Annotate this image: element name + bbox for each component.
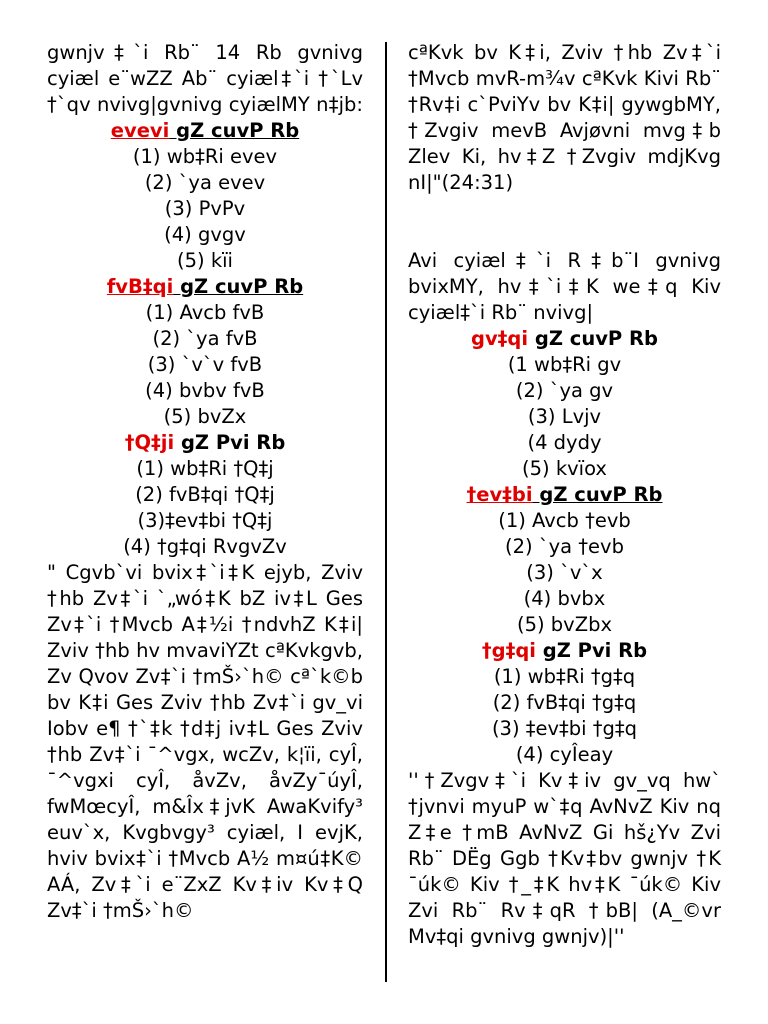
heading-keyword: †ev‡bi — [466, 483, 533, 506]
heading-keyword: fvB‡qi — [106, 275, 174, 298]
list-item: (2) `ya evev — [144, 171, 266, 194]
list-item: (3) ‡ev‡bi †g‡q — [491, 717, 638, 740]
list-item: (3) Lvjv — [527, 405, 602, 428]
heading-keyword: evevi — [110, 119, 170, 142]
list-item: (2) `ya fvB — [152, 327, 258, 350]
heading-keyword: †Q‡ji — [124, 431, 175, 454]
list-item: (3) PvPv — [164, 197, 246, 220]
intro-paragraph: gwnjv‡`i Rb¨ 14 Rb gvnivg cyiæl e¨wZZ Ab¨ cyiæl‡`i †`Lv †`qv nvivg|gvnivg cyiælMY n‡jb: — [47, 41, 363, 116]
left-column — [47, 40, 363, 924]
list-item: (3)‡ev‡bi †Q‡j — [137, 509, 273, 532]
heading-brother-group — [47, 274, 363, 300]
heading-mother-group — [408, 326, 721, 352]
list-item: (5) kïi — [177, 249, 233, 272]
list-item: (5) bvZx — [163, 405, 247, 428]
men-intro-paragraph: Avi cyiæl‡`i R‡b¨I gvnivg bvixMY, hv‡`i‡K we‡q Kiv cyiæl‡`i Rb¨ nvivg| — [408, 249, 721, 324]
heading-rest: gZ cuvP Rb — [528, 327, 658, 350]
list-item: (1) wb‡Ri †g‡q — [493, 665, 636, 688]
list-item: (5) kvïox — [522, 457, 607, 480]
list-item: (4) cyÎeay — [515, 743, 614, 766]
list-item: (4) gvgv — [164, 223, 246, 246]
column-divider — [385, 42, 387, 982]
heading-son-group — [47, 430, 363, 456]
heading-rest: gZ cuvP Rb — [169, 119, 300, 142]
list-item: (1 wb‡Ri gv — [507, 353, 622, 376]
heading-keyword: †g‡qi — [481, 639, 536, 662]
verse-paragraph: " Cgvb`vi bvix‡`i‡K ejyb, Zviv †hb Zv‡`i `„wó‡K bZ iv‡L Ges Zv‡`i †Mvcb A‡½i †ndvhZ K‡i| Zviv †hb hv mvaviYZt cªKvkgvb, Zv Qvov Zv‡`i †mŠ›`h© cª`k©b bv K‡i Ges Zviv †hb Zv‡`i gv_vi Iobv e¶ †`‡k †d‡j iv‡L Ges Zviv †hb Zv‡`i ¯^vgx, wcZv, k¦ïi, cyÎ, ¯^vgxi cyÎ, åvZv, åvZy¯úyÎ, fwMœcyÎ, m&Îx‡jvK AwaKvify³ euv`x, Kvgbvgy³ cyiæl, I evjK, hviv bvix‡`i †Mvcb A½ m¤ú‡K© AÁ, Zv‡`i e¨ZxZ Kv‡iv Kv‡Q Zv‡`i †mŠ›`h© — [47, 561, 363, 922]
heading-rest: gZ Pvi Rb — [535, 639, 648, 662]
list-item: (2) `ya †evb — [505, 535, 624, 558]
list-item: (2) fvB‡qi †Q‡j — [135, 483, 275, 506]
list-item: (1) wb‡Ri evev — [132, 145, 278, 168]
heading-rest: gZ cuvP Rb — [173, 275, 304, 298]
list-item: (4) bvbx — [523, 587, 606, 610]
list-item: (3) `v`x — [526, 561, 603, 584]
list-item: (2) `ya gv — [515, 379, 614, 402]
list-item: (1) Avcb fvB — [145, 301, 265, 324]
list-item: (4) †g‡qi RvgvZv — [123, 535, 287, 558]
list-item: (3) `v`v fvB — [147, 353, 263, 376]
list-item: (1) wb‡Ri †Q‡j — [136, 457, 274, 480]
right-column — [408, 40, 721, 950]
hadith-paragraph: ''†Zvgv‡`i Kv‡iv gv_vq hw` †jvnvi myuP w`‡q AvNvZ Kiv nq Z‡e †mB AvNvZ Gi hš¿Yv Zvi Rb¨ DËg Ggb †Kv‡bv gwnjv †K ¯úk© Kiv †_‡K hv‡K ¯úk© Kiv Zvi Rb¨ Rv‡qR †bB| (A_©vr Mv‡qi gvnivg gwnjv)|'' — [408, 769, 721, 948]
heading-rest: gZ cuvP Rb — [532, 483, 663, 506]
list-item: (4) bvbv fvB — [145, 379, 265, 402]
list-item: (1) Avcb †evb — [498, 509, 631, 532]
heading-sister-group — [408, 482, 721, 508]
list-item: (2) fvB‡qi †g‡q — [492, 691, 637, 714]
heading-father-group — [47, 118, 363, 144]
spacer — [408, 196, 721, 248]
list-item: (5) bvZbx — [516, 613, 612, 636]
heading-daughter-group — [408, 638, 721, 664]
verse-continuation: cªKvk bv K‡i, Zviv †hb Zv‡`i †Mvcb mvR-m¾v cªKvk Kivi Rb¨ †Rv‡i c`PviYv bv K‡i| gywgbMY, †Zvgiv mevB Avjøvni mvg‡b Zlev Ki, hv‡Z †Zvgiv mdjKvg nI|"(24:31) — [408, 41, 721, 194]
heading-rest: gZ Pvi Rb — [174, 431, 286, 454]
heading-keyword: gv‡qi — [471, 327, 529, 350]
list-item: (4 dydy — [527, 431, 602, 454]
